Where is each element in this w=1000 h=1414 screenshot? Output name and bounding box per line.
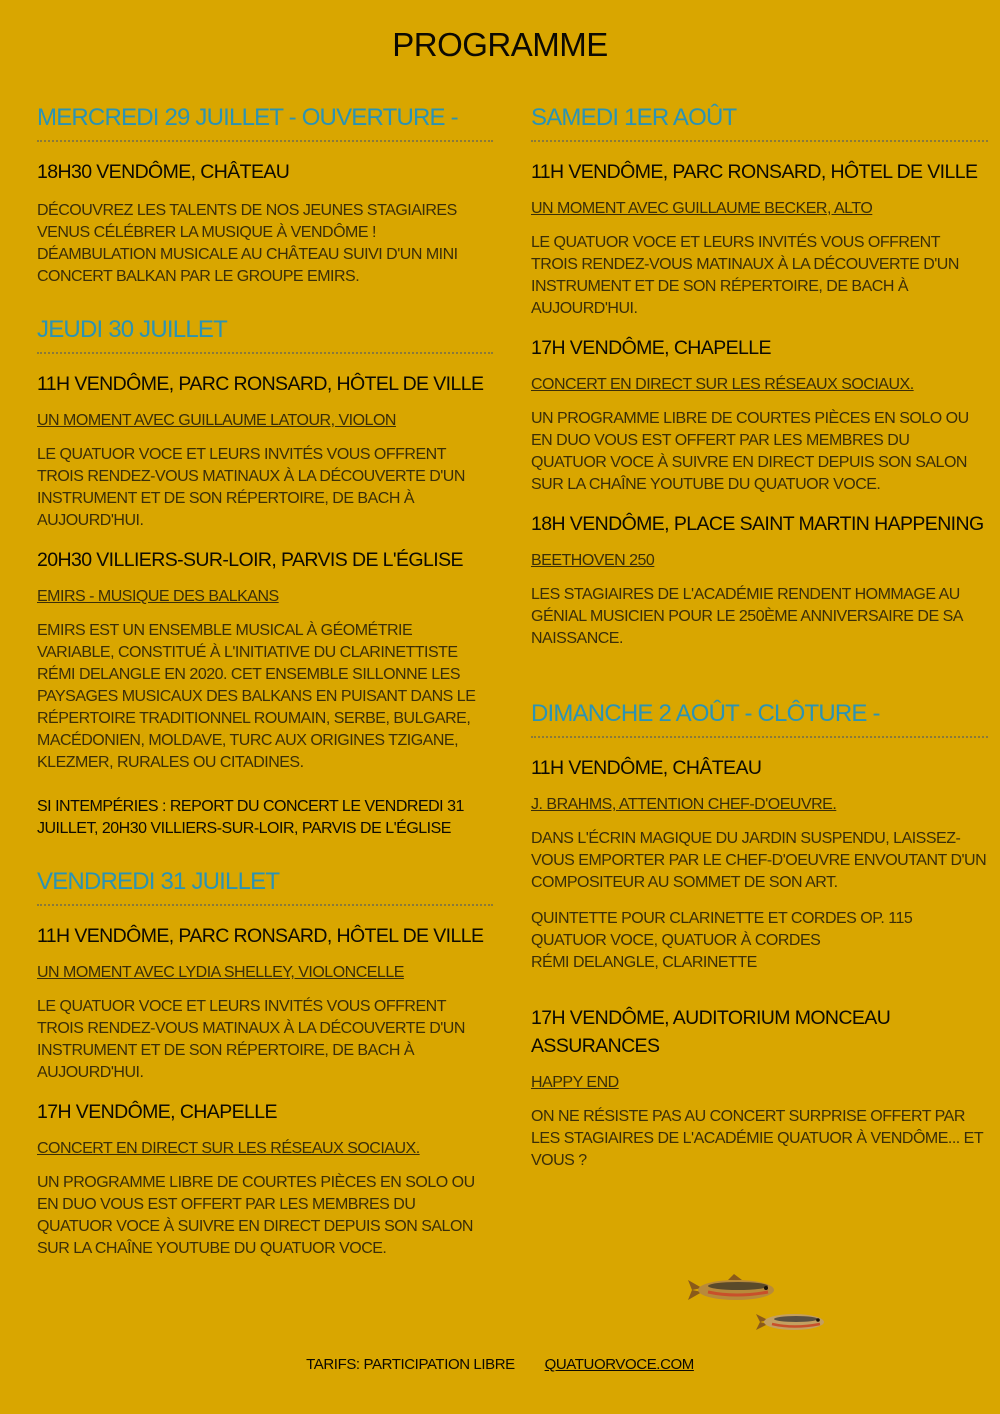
event-heading: 11H VENDÔME, PARC RONSARD, HÔTEL DE VILLE	[37, 925, 484, 947]
event-description: UN PROGRAMME LIBRE DE COURTES PIÈCES EN SOLO OU EN DUO VOUS EST OFFERT PAR LES MEMBRES DU QUATUOR VOCE À SUIVRE EN DIRECT DEPUIS SON SALON SUR LA CHAÎNE YOUTUBE DU QUATUOR VOCE.	[531, 410, 969, 493]
fish-illustration	[756, 1308, 828, 1336]
weather-note: SI INTEMPÉRIES : REPORT DU CONCERT LE VENDREDI 31 JUILLET, 20H30 VILLIERS-SUR-LOIR, PARVIS DE L'ÉGLISE	[37, 798, 464, 837]
event-subtitle: UN MOMENT AVEC GUILLAUME LATOUR, VIOLON	[37, 412, 396, 429]
day-heading-vendredi: VENDREDI 31 JUILLET	[37, 868, 493, 906]
left-column	[37, 104, 493, 1274]
event-subtitle: BEETHOVEN 250	[531, 552, 655, 569]
right-column	[531, 104, 988, 1186]
day-heading-samedi: SAMEDI 1ER AOÛT	[531, 104, 988, 142]
event-heading: 20H30 VILLIERS-SUR-LOIR, PARVIS DE L'ÉGLISE	[37, 549, 463, 571]
event-heading: 11H VENDÔME, PARC RONSARD, HÔTEL DE VILLE	[531, 161, 978, 183]
event-heading: 18H VENDÔME, PLACE SAINT MARTIN HAPPENING	[531, 513, 984, 535]
event-program-details	[531, 908, 988, 974]
event-description: EMIRS EST UN ENSEMBLE MUSICAL À GÉOMÉTRIE VARIABLE, CONSTITUÉ À L'INITIATIVE DU CLARINETTISTE RÉMI DELANGLE EN 2020. CET ENSEMBLE SILLONNE LES PAYSAGES MUSICAUX DES BALKANS EN PUISANT DANS LE RÉPERTOIRE TRADITIONNEL ROUMAIN, SERBE, BULGARE, MACÉDONIEN, MOLDAVE, TURC AUX ORIGINES TZIGANE, KLEZMER, RURALES OU CITADINES.	[37, 622, 476, 771]
event-heading: 17H VENDÔME, CHAPELLE	[531, 337, 771, 359]
day-heading-dimanche: DIMANCHE 2 AOÛT - CLÔTURE -	[531, 700, 988, 738]
event-description: LE QUATUOR VOCE ET LEURS INVITÉS VOUS OFFRENT TROIS RENDEZ-VOUS MATINAUX À LA DÉCOUVERTE D'UN INSTRUMENT ET DE SON RÉPERTOIRE, DE BACH À AUJOURD'HUI.	[531, 234, 959, 317]
day-heading-mercredi: MERCREDI 29 JUILLET - OUVERTURE -	[37, 104, 493, 142]
event-description: DÉCOUVREZ LES TALENTS DE NOS JEUNES STAGIAIRES VENUS CÉLÉBRER LA MUSIQUE À VENDÔME ! DÉAMBULATION MUSICALE AU CHÂTEAU SUIVI D'UN MINI CONCERT BALKAN PAR LE GROUPE EMIRS.	[37, 202, 458, 285]
program-line: QUATUOR VOCE, QUATUOR À CORDES	[531, 932, 821, 949]
fish-icon	[688, 1274, 774, 1300]
event-subtitle: EMIRS - MUSIQUE DES BALKANS	[37, 588, 279, 605]
event-heading: 18H30 VENDÔME, CHÂTEAU	[37, 161, 290, 183]
website-link[interactable]: QUATUORVOCE.COM	[544, 1356, 694, 1373]
event-subtitle: UN MOMENT AVEC GUILLAUME BECKER, ALTO	[531, 200, 873, 217]
event-heading: 17H VENDÔME, AUDITORIUM MONCEAU ASSURANCES	[531, 1007, 891, 1057]
event-subtitle: HAPPY END	[531, 1074, 619, 1091]
page-title: PROGRAMME	[392, 26, 608, 63]
fish-illustration	[688, 1272, 780, 1308]
program-line: RÉMI DELANGLE, CLARINETTE	[531, 954, 757, 971]
event-heading: 11H VENDÔME, PARC RONSARD, HÔTEL DE VILLE	[37, 373, 484, 395]
event-heading: 17H VENDÔME, CHAPELLE	[37, 1101, 277, 1123]
event-description: DANS L'ÉCRIN MAGIQUE DU JARDIN SUSPENDU, LAISSEZ-VOUS EMPORTER PAR LE CHEF-D'OEUVRE ENVOUTANT D'UN COMPOSITEUR AU SOMMET DE SON ART.	[531, 830, 987, 891]
event-description: UN PROGRAMME LIBRE DE COURTES PIÈCES EN SOLO OU EN DUO VOUS EST OFFERT PAR LES MEMBRES DU QUATUOR VOCE À SUIVRE EN DIRECT DEPUIS SON SALON SUR LA CHAÎNE YOUTUBE DU QUATUOR VOCE.	[37, 1174, 475, 1257]
event-subtitle: CONCERT EN DIRECT SUR LES RÉSEAUX SOCIAUX.	[531, 376, 914, 393]
footer	[0, 1356, 1000, 1373]
event-subtitle: CONCERT EN DIRECT SUR LES RÉSEAUX SOCIAUX.	[37, 1140, 420, 1157]
program-line: QUINTETTE POUR CLARINETTE ET CORDES OP. 115	[531, 910, 913, 927]
event-description: LE QUATUOR VOCE ET LEURS INVITÉS VOUS OFFRENT TROIS RENDEZ-VOUS MATINAUX À LA DÉCOUVERTE D'UN INSTRUMENT ET DE SON RÉPERTOIRE, DE BACH À AUJOURD'HUI.	[37, 998, 465, 1081]
event-description: LE QUATUOR VOCE ET LEURS INVITÉS VOUS OFFRENT TROIS RENDEZ-VOUS MATINAUX À LA DÉCOUVERTE D'UN INSTRUMENT ET DE SON RÉPERTOIRE, DE BACH À AUJOURD'HUI.	[37, 446, 465, 529]
event-subtitle: UN MOMENT AVEC LYDIA SHELLEY, VIOLONCELLE	[37, 964, 404, 981]
event-heading: 11H VENDÔME, CHÂTEAU	[531, 757, 762, 779]
day-heading-jeudi: JEUDI 30 JUILLET	[37, 316, 493, 354]
fish-icon	[756, 1314, 824, 1330]
event-description: ON NE RÉSISTE PAS AU CONCERT SURPRISE OFFERT PAR LES STAGIAIRES DE L'ACADÉMIE QUATUOR À VENDÔME... ET VOUS ?	[531, 1108, 983, 1169]
event-description: LES STAGIAIRES DE L'ACADÉMIE RENDENT HOMMAGE AU GÉNIAL MUSICIEN POUR LE 250ÈME ANNIVERSAIRE DE SA NAISSANCE.	[531, 586, 963, 647]
event-subtitle: J. BRAHMS, ATTENTION CHEF-D'OEUVRE.	[531, 796, 837, 813]
tarifs-text: TARIFS: PARTICIPATION LIBRE	[306, 1356, 515, 1373]
